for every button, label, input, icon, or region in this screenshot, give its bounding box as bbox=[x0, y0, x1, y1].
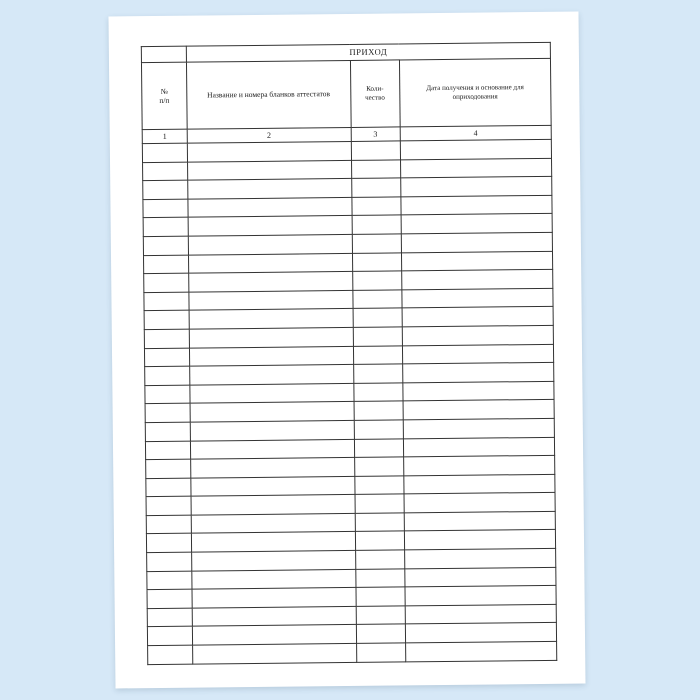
table-cell[interactable] bbox=[351, 178, 400, 197]
header-row bbox=[141, 58, 551, 129]
table-cell[interactable] bbox=[400, 177, 552, 197]
column-header-date-line1: Дата получения и основание для bbox=[426, 83, 524, 93]
column-header-number bbox=[141, 62, 187, 129]
table-cell[interactable] bbox=[190, 420, 354, 440]
table-cell[interactable] bbox=[355, 494, 404, 513]
table-cell[interactable] bbox=[404, 493, 556, 513]
ledger-table bbox=[141, 42, 557, 665]
table-cell[interactable] bbox=[147, 608, 192, 627]
table-cell[interactable] bbox=[147, 589, 192, 608]
table-cell[interactable] bbox=[188, 160, 352, 180]
table-cell[interactable] bbox=[192, 606, 356, 626]
table-cell[interactable] bbox=[354, 438, 403, 457]
table-cell[interactable] bbox=[351, 197, 400, 216]
table-cell[interactable] bbox=[405, 586, 557, 606]
table-cell[interactable] bbox=[192, 550, 356, 570]
table-cell[interactable] bbox=[193, 643, 357, 663]
table-cell[interactable] bbox=[404, 511, 556, 531]
table-cell[interactable] bbox=[402, 288, 554, 308]
table-cell[interactable] bbox=[352, 215, 401, 234]
table-cell[interactable] bbox=[189, 272, 353, 292]
table-cell[interactable] bbox=[190, 383, 354, 403]
table-cell[interactable] bbox=[191, 513, 355, 533]
table-cell[interactable] bbox=[353, 345, 402, 364]
table-cell[interactable] bbox=[353, 327, 402, 346]
table-cell[interactable] bbox=[355, 550, 404, 569]
table-cell[interactable] bbox=[403, 400, 555, 420]
table-cell[interactable] bbox=[353, 383, 402, 402]
table-cell[interactable] bbox=[144, 273, 189, 292]
table-cell[interactable] bbox=[403, 455, 555, 475]
table-row[interactable] bbox=[148, 641, 557, 664]
table-cell[interactable] bbox=[190, 402, 354, 422]
table-cell[interactable] bbox=[401, 269, 553, 289]
table-cell[interactable] bbox=[352, 271, 401, 290]
table-cell[interactable] bbox=[143, 162, 188, 181]
document-content bbox=[141, 42, 557, 662]
table-cell[interactable] bbox=[356, 624, 405, 643]
column-header-quantity-line2: чество bbox=[365, 93, 385, 102]
column-header-name: Название и номера бланков аттестатов bbox=[186, 60, 350, 129]
column-header-number-line2: п/п bbox=[159, 95, 170, 105]
table-body bbox=[141, 42, 556, 664]
table-cell[interactable] bbox=[143, 255, 188, 274]
table-cell[interactable] bbox=[354, 420, 403, 439]
column-number-3: 3 bbox=[351, 127, 400, 142]
column-number-4: 4 bbox=[400, 125, 551, 141]
table-cell[interactable] bbox=[354, 476, 403, 495]
table-cell[interactable] bbox=[146, 478, 191, 497]
table-cell[interactable] bbox=[188, 179, 352, 199]
table-cell[interactable] bbox=[190, 439, 354, 459]
table-cell[interactable] bbox=[192, 588, 356, 608]
table-cell[interactable] bbox=[145, 366, 190, 385]
table-cell[interactable] bbox=[146, 515, 191, 534]
table-cell[interactable] bbox=[188, 253, 352, 273]
column-header-number-line1: № bbox=[160, 86, 168, 96]
table-cell[interactable] bbox=[400, 158, 552, 178]
table-cell[interactable] bbox=[143, 218, 188, 237]
table-cell[interactable] bbox=[188, 216, 352, 236]
table-cell[interactable] bbox=[142, 143, 187, 162]
column-header-quantity bbox=[350, 60, 400, 128]
table-cell[interactable] bbox=[356, 606, 405, 625]
table-cell[interactable] bbox=[351, 141, 400, 160]
column-number-2: 2 bbox=[187, 127, 351, 143]
table-cell[interactable] bbox=[191, 458, 355, 478]
table-cell[interactable] bbox=[144, 329, 189, 348]
table-cell[interactable] bbox=[146, 496, 191, 515]
table-cell[interactable] bbox=[189, 327, 353, 347]
table-cell[interactable] bbox=[353, 308, 402, 327]
table-cell[interactable] bbox=[189, 309, 353, 329]
table-cell[interactable] bbox=[405, 641, 557, 661]
table-cell[interactable] bbox=[401, 251, 553, 271]
table-cell[interactable] bbox=[355, 513, 404, 532]
table-cell[interactable] bbox=[145, 403, 190, 422]
table-cell[interactable] bbox=[189, 346, 353, 366]
table-cell[interactable] bbox=[188, 197, 352, 217]
table-cell[interactable] bbox=[147, 627, 192, 646]
table-cell[interactable] bbox=[401, 214, 553, 234]
table-cell[interactable] bbox=[146, 534, 191, 553]
table-cell[interactable] bbox=[356, 587, 405, 606]
table-cell[interactable] bbox=[188, 234, 352, 254]
table-cell[interactable] bbox=[403, 418, 555, 438]
table-cell[interactable] bbox=[147, 552, 192, 571]
table-cell[interactable] bbox=[352, 234, 401, 253]
table-cell[interactable] bbox=[403, 474, 555, 494]
column-header-date bbox=[399, 58, 551, 127]
table-cell[interactable] bbox=[147, 571, 192, 590]
band-blank-cell bbox=[141, 46, 186, 62]
table-cell[interactable] bbox=[353, 364, 402, 383]
table-cell[interactable] bbox=[189, 290, 353, 310]
table-cell[interactable] bbox=[401, 232, 553, 252]
table-cell[interactable] bbox=[191, 495, 355, 515]
table-cell[interactable] bbox=[405, 604, 557, 624]
band-title-cell: ПРИХОД bbox=[186, 42, 550, 62]
table-cell[interactable] bbox=[145, 441, 190, 460]
table-cell[interactable] bbox=[402, 307, 554, 327]
table-cell[interactable] bbox=[351, 160, 400, 179]
table-cell[interactable] bbox=[405, 623, 557, 643]
table-cell[interactable] bbox=[352, 252, 401, 271]
table-cell[interactable] bbox=[355, 569, 404, 588]
column-number-1: 1 bbox=[142, 129, 187, 143]
table-cell[interactable] bbox=[404, 530, 556, 550]
table-cell[interactable] bbox=[404, 567, 556, 587]
table-cell[interactable] bbox=[187, 141, 351, 161]
table-cell[interactable] bbox=[145, 385, 190, 404]
table-cell[interactable] bbox=[354, 457, 403, 476]
table-cell[interactable] bbox=[403, 437, 555, 457]
table-cell[interactable] bbox=[402, 344, 554, 364]
table-cell[interactable] bbox=[352, 290, 401, 309]
table-cell[interactable] bbox=[146, 459, 191, 478]
table-cell[interactable] bbox=[190, 365, 354, 385]
table-cell[interactable] bbox=[400, 139, 552, 159]
table-cell[interactable] bbox=[144, 310, 189, 329]
table-cell[interactable] bbox=[148, 645, 193, 664]
table-cell[interactable] bbox=[143, 199, 188, 218]
table-cell[interactable] bbox=[191, 532, 355, 552]
table-cell[interactable] bbox=[354, 401, 403, 420]
document-sheet bbox=[108, 12, 585, 689]
table-cell[interactable] bbox=[192, 625, 356, 645]
table-cell[interactable] bbox=[402, 362, 554, 382]
table-cell[interactable] bbox=[145, 422, 190, 441]
table-cell[interactable] bbox=[403, 381, 555, 401]
table-cell[interactable] bbox=[356, 643, 405, 662]
table-cell[interactable] bbox=[192, 569, 356, 589]
table-cell[interactable] bbox=[402, 325, 554, 345]
table-cell[interactable] bbox=[404, 548, 556, 568]
table-cell[interactable] bbox=[191, 476, 355, 496]
table-cell[interactable] bbox=[144, 292, 189, 311]
table-cell[interactable] bbox=[144, 348, 189, 367]
column-header-quantity-line1: Коли- bbox=[366, 84, 384, 94]
table-cell[interactable] bbox=[143, 180, 188, 199]
table-cell[interactable] bbox=[401, 195, 553, 215]
column-header-date-line2: оприходования bbox=[452, 92, 498, 101]
table-cell[interactable] bbox=[355, 531, 404, 550]
table-cell[interactable] bbox=[143, 236, 188, 255]
